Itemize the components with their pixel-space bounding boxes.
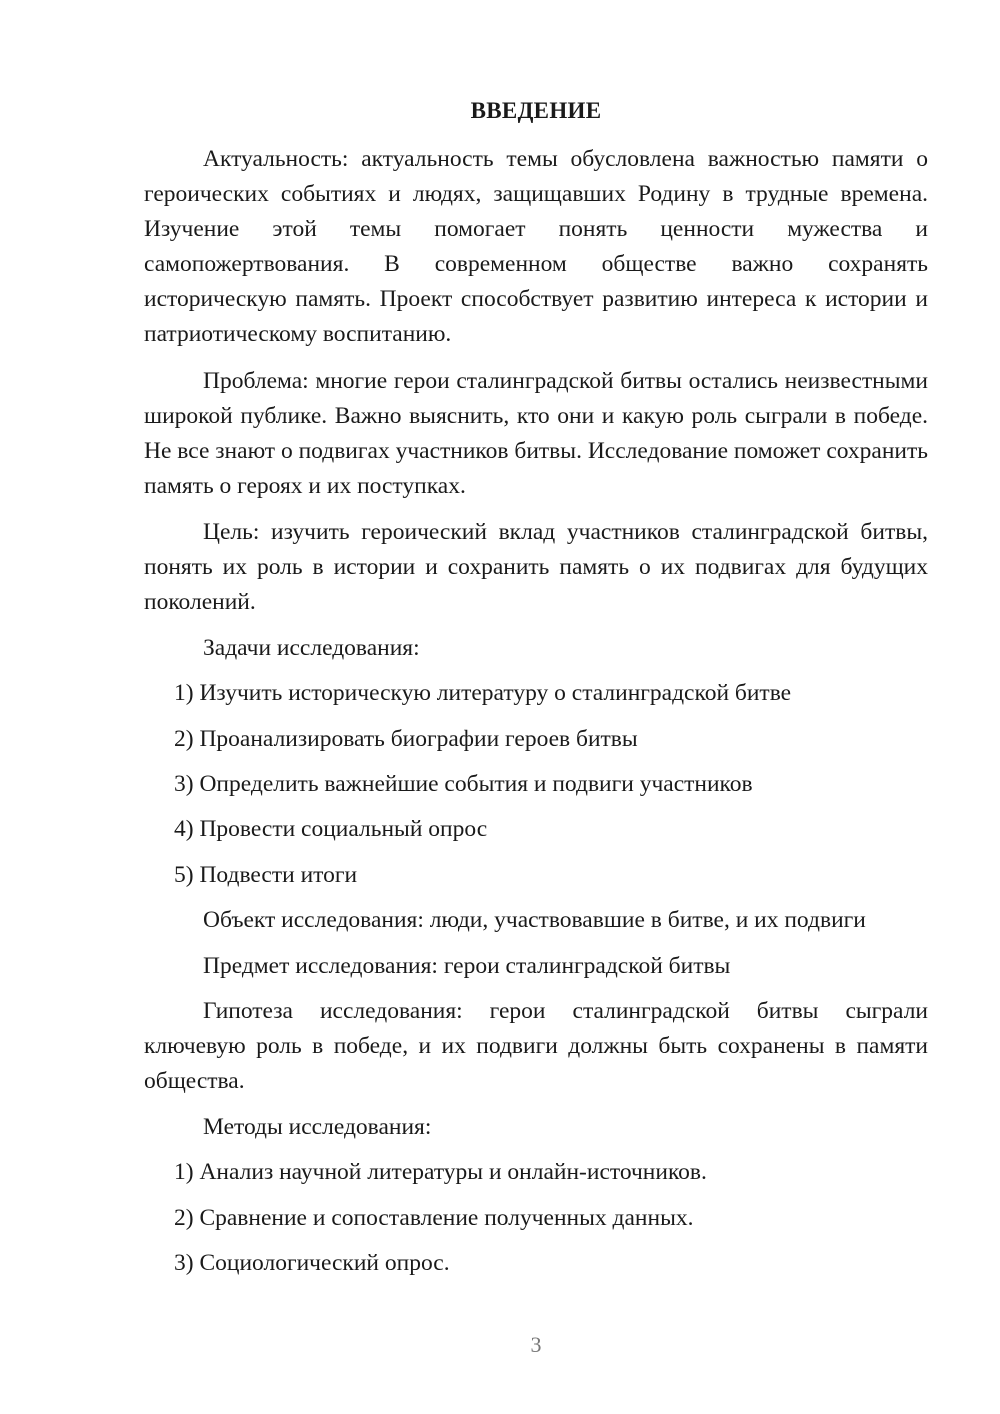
method-item-2: 2) Сравнение и сопоставление полученных данных. xyxy=(174,1205,694,1231)
goal-paragraph: Цель: изучить героический вклад участников сталинградской битвы, понять их роль в истории и сохранить память о их подвигах для будущих поколений. xyxy=(144,519,928,615)
methods-heading: Методы исследования: xyxy=(203,1114,432,1140)
task-item-3: 3) Определить важнейшие события и подвиги участников xyxy=(174,771,753,797)
tasks-heading: Задачи исследования: xyxy=(203,635,420,661)
method-item-1: 1) Анализ научной литературы и онлайн-источников. xyxy=(174,1159,707,1185)
hypothesis-paragraph: Гипотеза исследования: герои сталинградской битвы сыграли ключевую роль в победе, и их подвиги должны быть сохранены в памяти общества. xyxy=(144,998,928,1094)
document-page xyxy=(144,0,928,1414)
object-line: Объект исследования: люди, участвовавшие в битве, и их подвиги xyxy=(203,907,866,933)
subject-line: Предмет исследования: герои сталинградской битвы xyxy=(203,953,731,979)
relevance-paragraph: Актуальность: актуальность темы обусловлена важностью памяти о героических событиях и людях, защищавших Родину в трудные времена. Изучение этой темы помогает понять ценности мужества и самопожертвования. В современном обществе важно сохранять историческую память. Проект способствует развитию интереса к истории и патриотическому воспитанию. xyxy=(144,146,928,347)
page-number: 3 xyxy=(530,1332,542,1357)
method-item-3: 3) Социологический опрос. xyxy=(174,1250,450,1276)
problem-paragraph: Проблема: многие герои сталинградской битвы остались неизвестными широкой публике. Важно выяснить, кто они и какую роль сыграли в победе. Не все знают о подвигах участников битвы. Исследование поможет сохранить память о героях и их поступках. xyxy=(144,368,928,499)
task-item-4: 4) Провести социальный опрос xyxy=(174,816,488,842)
task-item-1: 1) Изучить историческую литературу о сталинградской битве xyxy=(174,680,792,706)
task-item-5: 5) Подвести итоги xyxy=(174,862,358,888)
section-title: ВВЕДЕНИЕ xyxy=(470,98,602,123)
task-item-2: 2) Проанализировать биографии героев битвы xyxy=(174,726,638,752)
